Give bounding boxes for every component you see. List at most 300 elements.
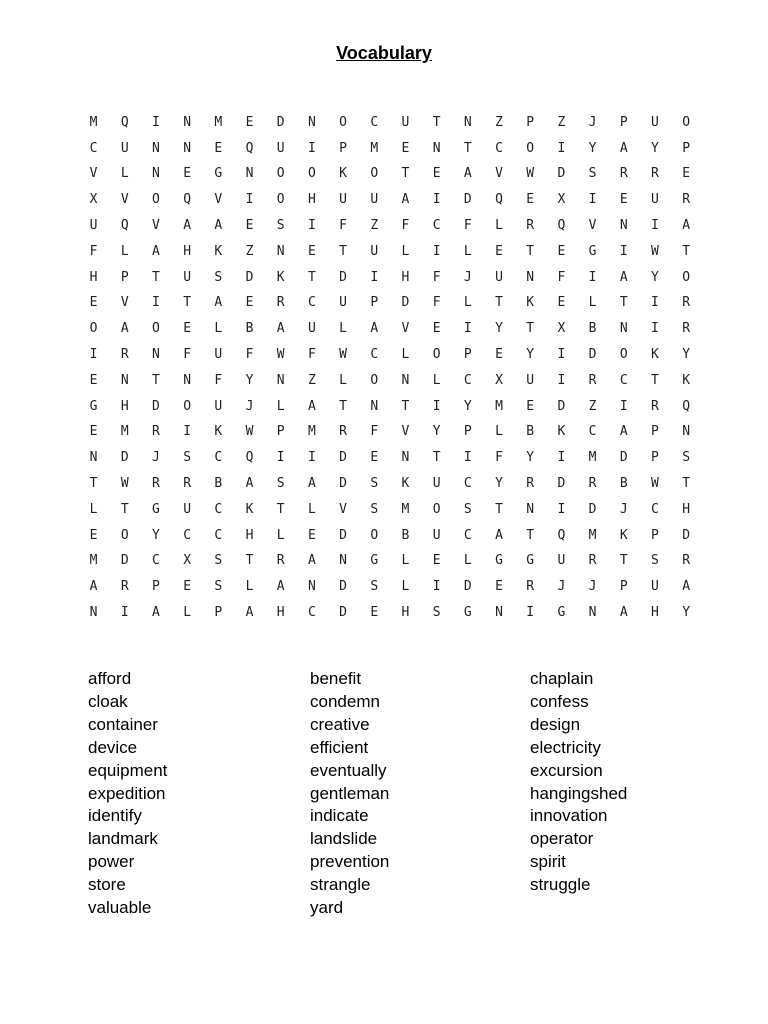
grid-letter: A	[120, 321, 129, 337]
grid-letter: F	[401, 218, 410, 234]
grid-letter: D	[463, 579, 472, 595]
grid-letter: U	[214, 347, 223, 363]
grid-letter: I	[432, 398, 441, 414]
grid-letter: P	[370, 295, 379, 311]
grid-letter: N	[370, 398, 379, 414]
grid-letter: W	[245, 424, 254, 440]
grid-letter: O	[682, 114, 691, 130]
grid-row	[78, 136, 702, 162]
grid-letter: T	[495, 295, 503, 311]
grid-letter: J	[588, 579, 597, 595]
vocab-word: container	[88, 714, 158, 734]
grid-letter: N	[120, 372, 129, 388]
grid-letter: C	[307, 295, 316, 311]
grid-letter: C	[495, 140, 503, 156]
grid-letter: I	[619, 243, 628, 259]
grid-letter: J	[152, 450, 160, 466]
grid-letter: O	[370, 372, 379, 388]
grid-letter: J	[245, 398, 254, 414]
grid-letter: E	[557, 295, 566, 311]
grid-letter: L	[120, 166, 129, 182]
grid-letter: A	[495, 527, 503, 543]
vocab-word: condemn	[310, 691, 380, 711]
vocab-word: hangingshed	[530, 783, 628, 803]
grid-letter: I	[651, 295, 659, 311]
grid-letter: E	[307, 243, 316, 259]
grid-letter: S	[276, 218, 285, 234]
grid-letter: R	[588, 553, 597, 569]
grid-letter: T	[401, 166, 410, 182]
grid-letter: R	[588, 372, 597, 388]
grid-letter: I	[89, 347, 98, 363]
grid-letter: V	[495, 166, 503, 182]
grid-row	[78, 471, 702, 497]
grid-letter: Z	[245, 243, 254, 259]
grid-letter: N	[89, 450, 98, 466]
grid-letter: G	[89, 398, 98, 414]
vocab-word: landmark	[88, 829, 158, 849]
vocab-word: expedition	[88, 783, 166, 803]
grid-letter: L	[120, 243, 129, 259]
grid-letter: X	[89, 192, 98, 208]
grid-letter: Z	[495, 114, 503, 130]
grid-letter: J	[463, 269, 472, 285]
grid-letter: L	[245, 579, 254, 595]
grid-letter: N	[463, 114, 472, 130]
grid-letter: P	[463, 347, 472, 363]
grid-letter: I	[588, 269, 597, 285]
grid-row	[78, 394, 702, 420]
grid-letter: P	[651, 527, 659, 543]
grid-letter: T	[401, 398, 410, 414]
grid-letter: E	[495, 243, 503, 259]
grid-letter: M	[89, 553, 98, 569]
grid-letter: N	[152, 166, 160, 182]
grid-letter: E	[183, 579, 192, 595]
grid-letter: I	[526, 605, 535, 621]
grid-letter: I	[432, 579, 441, 595]
grid-letter: N	[339, 553, 347, 569]
grid-letter: U	[370, 243, 379, 259]
grid-letter: D	[339, 450, 347, 466]
grid-row	[78, 316, 702, 342]
grid-letter: K	[526, 295, 535, 311]
vocab-word: strangle	[310, 875, 371, 895]
grid-letter: V	[152, 218, 160, 234]
grid-letter: I	[557, 347, 566, 363]
grid-letter: K	[557, 424, 566, 440]
grid-letter: B	[401, 527, 410, 543]
grid-letter: P	[339, 140, 347, 156]
grid-letter: R	[682, 295, 691, 311]
grid-letter: K	[276, 269, 285, 285]
grid-letter: A	[619, 140, 628, 156]
grid-letter: S	[183, 450, 192, 466]
grid-letter: B	[214, 476, 223, 492]
grid-letter: T	[495, 501, 503, 517]
grid-row	[78, 523, 702, 549]
grid-letter: T	[89, 476, 98, 492]
grid-letter: R	[152, 424, 160, 440]
grid-letter: C	[307, 605, 316, 621]
grid-letter: J	[588, 114, 597, 130]
grid-letter: T	[682, 243, 691, 259]
grid-letter: R	[526, 579, 535, 595]
grid-letter: O	[152, 192, 160, 208]
grid-letter: S	[214, 579, 223, 595]
grid-letter: U	[120, 140, 129, 156]
grid-letter: D	[401, 295, 410, 311]
grid-row	[78, 162, 702, 188]
grid-row	[78, 187, 702, 213]
grid-letter: Y	[588, 140, 597, 156]
vocab-word: cloak	[88, 691, 128, 711]
grid-letter: S	[370, 476, 379, 492]
grid-letter: I	[557, 372, 566, 388]
grid-letter: T	[526, 243, 535, 259]
grid-letter: V	[214, 192, 223, 208]
grid-letter: S	[370, 501, 379, 517]
grid-letter: R	[682, 553, 691, 569]
grid-letter: T	[526, 321, 535, 337]
word-column-3	[530, 668, 708, 920]
grid-letter: F	[245, 347, 254, 363]
grid-letter: N	[276, 372, 285, 388]
grid-letter: B	[245, 321, 254, 337]
grid-letter: P	[276, 424, 285, 440]
grid-letter: Q	[557, 527, 566, 543]
grid-letter: U	[276, 140, 285, 156]
grid-letter: I	[432, 243, 441, 259]
grid-letter: D	[463, 192, 472, 208]
grid-letter: O	[120, 527, 129, 543]
grid-letter: G	[588, 243, 597, 259]
grid-letter: V	[120, 192, 129, 208]
grid-letter: S	[651, 553, 659, 569]
grid-letter: A	[401, 192, 410, 208]
grid-letter: L	[276, 398, 285, 414]
grid-letter: E	[89, 372, 98, 388]
grid-letter: L	[588, 295, 597, 311]
grid-letter: R	[339, 424, 347, 440]
grid-letter: P	[619, 579, 628, 595]
vocab-word: gentleman	[310, 783, 390, 803]
grid-letter: L	[463, 243, 472, 259]
grid-letter: N	[152, 140, 160, 156]
word-list	[88, 668, 708, 920]
grid-letter: C	[463, 527, 472, 543]
grid-letter: A	[183, 218, 192, 234]
grid-letter: A	[463, 166, 472, 182]
grid-letter: T	[463, 140, 472, 156]
grid-letter: E	[495, 347, 503, 363]
grid-letter: I	[245, 192, 254, 208]
grid-letter: N	[682, 424, 691, 440]
grid-letter: K	[245, 501, 254, 517]
grid-letter: D	[245, 269, 254, 285]
grid-letter: F	[214, 372, 223, 388]
grid-letter: M	[370, 140, 379, 156]
grid-letter: P	[682, 140, 691, 156]
grid-letter: I	[152, 295, 160, 311]
grid-letter: V	[120, 295, 129, 311]
grid-letter: C	[432, 218, 441, 234]
grid-letter: U	[651, 579, 659, 595]
grid-letter: O	[89, 321, 98, 337]
grid-letter: N	[526, 269, 535, 285]
grid-letter: D	[276, 114, 285, 130]
grid-letter: U	[651, 192, 659, 208]
grid-letter: A	[619, 269, 628, 285]
grid-letter: X	[495, 372, 503, 388]
vocab-word: excursion	[530, 760, 603, 780]
grid-letter: X	[557, 321, 566, 337]
grid-letter: E	[432, 553, 441, 569]
grid-letter: E	[89, 527, 98, 543]
vocab-word: valuable	[88, 898, 152, 918]
grid-letter: D	[339, 579, 347, 595]
grid-letter: C	[463, 476, 472, 492]
grid-letter: G	[152, 501, 160, 517]
grid-letter: M	[120, 424, 129, 440]
grid-letter: T	[432, 114, 441, 130]
grid-letter: V	[89, 166, 98, 182]
grid-letter: A	[682, 218, 691, 234]
grid-letter: L	[463, 553, 472, 569]
grid-letter: Y	[245, 372, 254, 388]
grid-letter: I	[307, 218, 316, 234]
grid-letter: A	[214, 295, 223, 311]
word-column-2	[310, 668, 530, 920]
grid-row	[78, 342, 702, 368]
grid-letter: O	[682, 269, 691, 285]
grid-letter: R	[276, 295, 285, 311]
grid-letter: S	[682, 450, 691, 466]
grid-letter: E	[89, 295, 98, 311]
grid-letter: G	[463, 605, 472, 621]
vocab-word: indicate	[310, 806, 369, 826]
grid-letter: H	[120, 398, 129, 414]
grid-letter: Y	[432, 424, 441, 440]
grid-letter: D	[339, 527, 347, 543]
grid-letter: O	[619, 347, 628, 363]
grid-letter: O	[370, 166, 379, 182]
grid-letter: T	[432, 450, 441, 466]
grid-letter: X	[183, 553, 192, 569]
vocab-word: operator	[530, 829, 594, 849]
grid-letter: E	[183, 166, 192, 182]
grid-letter: Y	[651, 269, 659, 285]
grid-letter: U	[183, 269, 192, 285]
grid-letter: M	[495, 398, 503, 414]
vocab-word: struggle	[530, 875, 591, 895]
grid-letter: Q	[120, 114, 129, 130]
grid-letter: L	[339, 372, 347, 388]
grid-letter: E	[307, 527, 316, 543]
grid-letter: E	[89, 424, 98, 440]
grid-letter: I	[463, 450, 472, 466]
grid-letter: R	[651, 166, 659, 182]
grid-letter: Z	[557, 114, 566, 130]
grid-letter: C	[619, 372, 628, 388]
grid-letter: T	[526, 527, 535, 543]
grid-row	[78, 600, 702, 626]
grid-letter: C	[370, 347, 379, 363]
grid-letter: E	[432, 166, 441, 182]
grid-letter: G	[370, 553, 379, 569]
grid-letter: L	[432, 372, 441, 388]
grid-letter: L	[495, 424, 503, 440]
grid-letter: S	[214, 553, 223, 569]
word-search-grid	[78, 110, 702, 626]
grid-letter: F	[370, 424, 379, 440]
grid-letter: O	[183, 398, 192, 414]
grid-letter: O	[432, 347, 441, 363]
vocab-word: confess	[530, 691, 589, 711]
grid-letter: T	[120, 501, 129, 517]
grid-letter: H	[401, 605, 410, 621]
grid-letter: N	[619, 218, 628, 234]
grid-letter: A	[307, 398, 316, 414]
grid-letter: R	[526, 218, 535, 234]
grid-letter: I	[557, 501, 566, 517]
grid-letter: A	[619, 424, 628, 440]
grid-letter: T	[682, 476, 691, 492]
vocab-word: prevention	[310, 852, 390, 872]
grid-letter: D	[152, 398, 160, 414]
grid-letter: P	[619, 114, 628, 130]
grid-letter: G	[557, 605, 566, 621]
grid-row	[78, 239, 702, 265]
grid-letter: X	[557, 192, 566, 208]
grid-letter: T	[183, 295, 192, 311]
grid-letter: M	[588, 527, 597, 543]
grid-letter: Y	[152, 527, 160, 543]
grid-letter: M	[214, 114, 223, 130]
grid-letter: A	[245, 476, 254, 492]
grid-letter: R	[120, 579, 129, 595]
vocab-word: spirit	[530, 852, 566, 872]
grid-letter: E	[245, 114, 254, 130]
grid-letter: R	[183, 476, 192, 492]
grid-letter: U	[339, 295, 347, 311]
grid-letter: E	[245, 218, 254, 234]
grid-row	[78, 265, 702, 291]
grid-letter: L	[89, 501, 98, 517]
grid-letter: O	[152, 321, 160, 337]
grid-letter: K	[214, 424, 223, 440]
grid-letter: D	[120, 553, 129, 569]
grid-letter: H	[307, 192, 316, 208]
grid-letter: U	[89, 218, 98, 234]
vocab-word: afford	[88, 669, 132, 688]
grid-letter: D	[120, 450, 129, 466]
grid-letter: D	[557, 476, 566, 492]
grid-letter: E	[432, 321, 441, 337]
grid-letter: I	[307, 140, 316, 156]
grid-letter: Q	[557, 218, 566, 234]
grid-letter: H	[245, 527, 254, 543]
grid-letter: I	[557, 140, 566, 156]
grid-letter: L	[495, 218, 503, 234]
grid-letter: M	[588, 450, 597, 466]
grid-letter: R	[682, 192, 691, 208]
grid-letter: S	[276, 476, 285, 492]
grid-letter: Q	[183, 192, 192, 208]
grid-letter: E	[214, 140, 223, 156]
grid-letter: E	[526, 192, 535, 208]
grid-letter: D	[557, 398, 566, 414]
grid-letter: V	[401, 424, 410, 440]
grid-letter: N	[152, 347, 160, 363]
grid-letter: Q	[495, 192, 503, 208]
grid-letter: A	[307, 553, 316, 569]
grid-letter: L	[401, 553, 410, 569]
grid-letter: B	[526, 424, 535, 440]
grid-letter: W	[276, 347, 285, 363]
grid-letter: E	[183, 321, 192, 337]
grid-letter: F	[495, 450, 503, 466]
grid-letter: S	[370, 579, 379, 595]
grid-letter: O	[370, 527, 379, 543]
grid-letter: Q	[682, 398, 691, 414]
grid-letter: I	[588, 192, 597, 208]
grid-letter: Q	[120, 218, 129, 234]
grid-row	[78, 497, 702, 523]
grid-letter: L	[401, 579, 410, 595]
grid-row	[78, 110, 702, 136]
grid-letter: M	[89, 114, 98, 130]
grid-letter: O	[307, 166, 316, 182]
grid-letter: W	[120, 476, 129, 492]
vocab-word: identify	[88, 806, 142, 826]
grid-letter: V	[339, 501, 347, 517]
grid-letter: N	[432, 140, 441, 156]
grid-letter: I	[152, 114, 160, 130]
grid-letter: F	[557, 269, 566, 285]
grid-letter: D	[339, 269, 347, 285]
grid-letter: N	[401, 450, 410, 466]
grid-letter: N	[307, 579, 316, 595]
grid-row	[78, 420, 702, 446]
grid-letter: Y	[526, 450, 535, 466]
grid-letter: N	[89, 605, 98, 621]
grid-letter: K	[214, 243, 223, 259]
grid-letter: T	[307, 269, 316, 285]
grid-letter: E	[370, 450, 379, 466]
grid-letter: A	[214, 218, 223, 234]
grid-letter: V	[588, 218, 597, 234]
grid-letter: Y	[495, 476, 503, 492]
grid-letter: Y	[526, 347, 535, 363]
grid-letter: C	[89, 140, 98, 156]
grid-letter: Y	[463, 398, 472, 414]
grid-letter: A	[370, 321, 379, 337]
grid-letter: S	[588, 166, 597, 182]
grid-letter: Y	[651, 140, 659, 156]
grid-letter: D	[588, 347, 597, 363]
grid-letter: C	[370, 114, 379, 130]
vocab-word: device	[88, 737, 138, 757]
grid-letter: N	[183, 140, 192, 156]
grid-letter: E	[682, 166, 691, 182]
grid-letter: D	[557, 166, 566, 182]
grid-letter: E	[557, 243, 566, 259]
grid-letter: T	[339, 398, 347, 414]
grid-letter: U	[432, 476, 441, 492]
grid-letter: A	[276, 321, 285, 337]
vocab-word: yard	[310, 898, 344, 918]
